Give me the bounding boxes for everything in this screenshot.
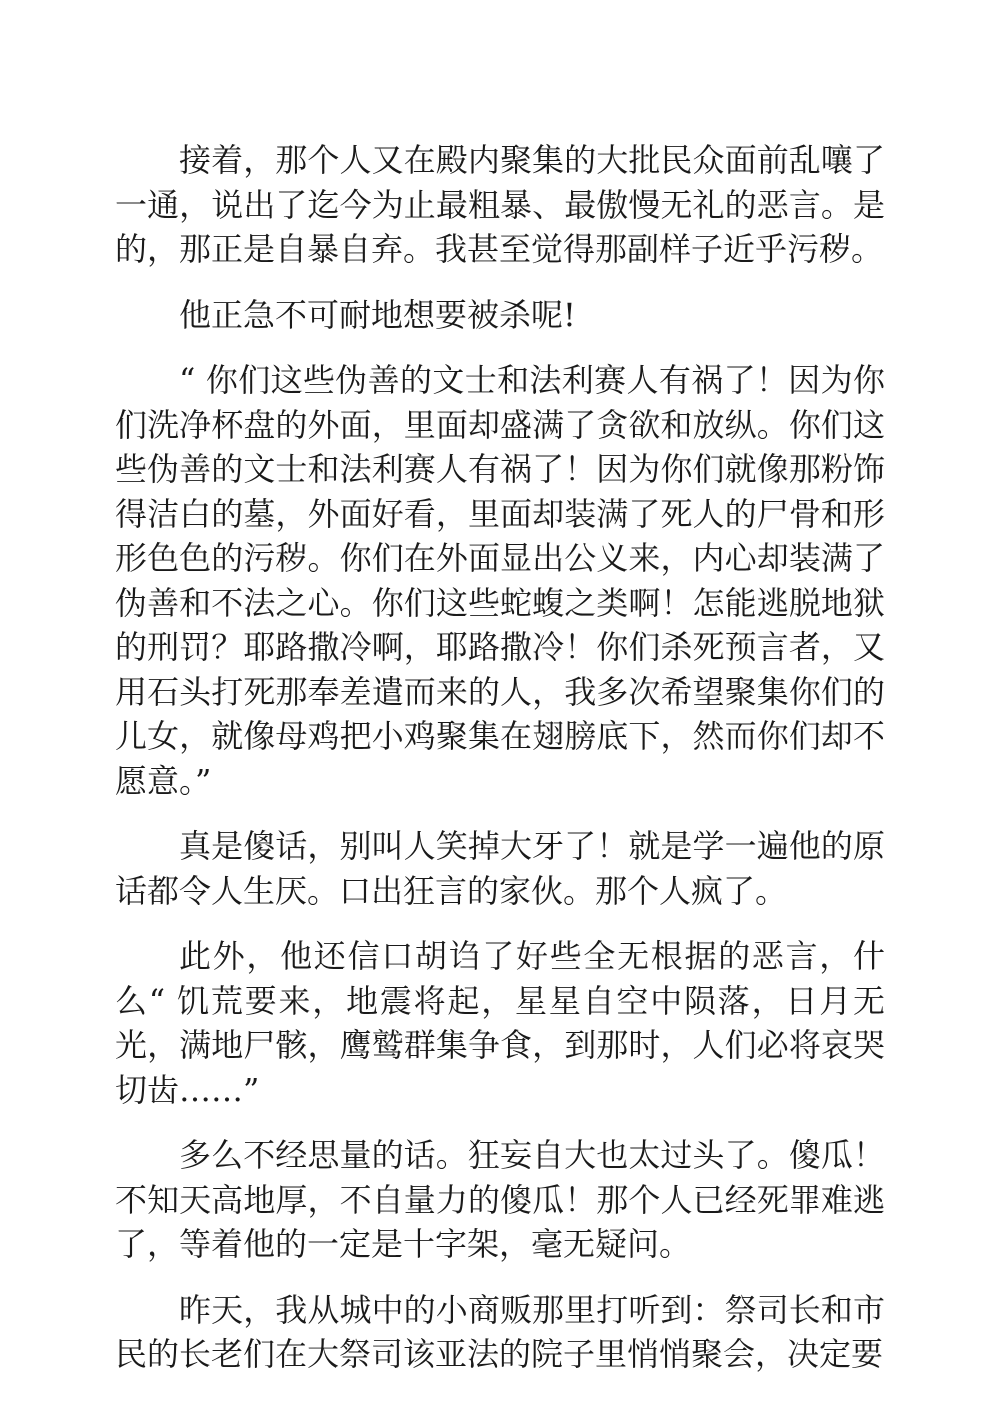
paragraph-6: 多么不经思量的话。狂妄自大也太过头了。傻瓜！不知天高地厚，不自量力的傻瓜！那个人已经死罪难逃了，等着他的一定是十字架，毫无疑问。 xyxy=(115,1136,885,1263)
paragraph-2: 他正急不可耐地想要被杀呢! xyxy=(179,295,576,334)
paragraph-3: “ 你们这些伪善的文士和法利赛人有祸了！因为你们洗净杯盘的外面，里面却盛满了贪欲和放纵。你们这些伪善的文士和法利赛人有祸了！因为你们就像那粉饰得洁白的墓，外面好看，里面却装满了死人的尸骨和形形色色的污秽。你们在外面显出公义来，内心却装满了伪善和不法之心。你们这些蛇蝮之类啊！怎能逃脱地狱的刑罚？耶路撒冷啊，耶路撒冷！你们杀死预言者，又用石头打死那奉差遣而来的人，我多次希望聚集你们的儿女，就像母鸡把小鸡聚集在翅膀底下，然而你们却不愿意。” xyxy=(115,361,885,800)
document-page xyxy=(115,138,885,1398)
paragraph-4: 真是傻话，别叫人笑掉大牙了！就是学一遍他的原话都令人生厌。口出狂言的家伙。那个人疯了。 xyxy=(115,827,885,910)
paragraph-1: 接着，那个人又在殿内聚集的大批民众面前乱嚷了一通，说出了迄今为止最粗暴、最傲慢无礼的恶言。是的，那正是自暴自弃。我甚至觉得那副样子近乎污秽。 xyxy=(115,141,885,268)
paragraph-7: 昨天，我从城中的小商贩那里打听到：祭司长和市民的长老们在大祭司该亚法的院子里悄悄聚会，决定要 xyxy=(115,1290,885,1373)
paragraph-5: 此外，他还信口胡诌了好些全无根据的恶言，什么“ 饥荒要来，地震将起，星星自空中陨落，日月无光，满地尸骸，鹰鹫群集争食，到那时，人们必将哀哭切齿……” xyxy=(115,937,885,1109)
